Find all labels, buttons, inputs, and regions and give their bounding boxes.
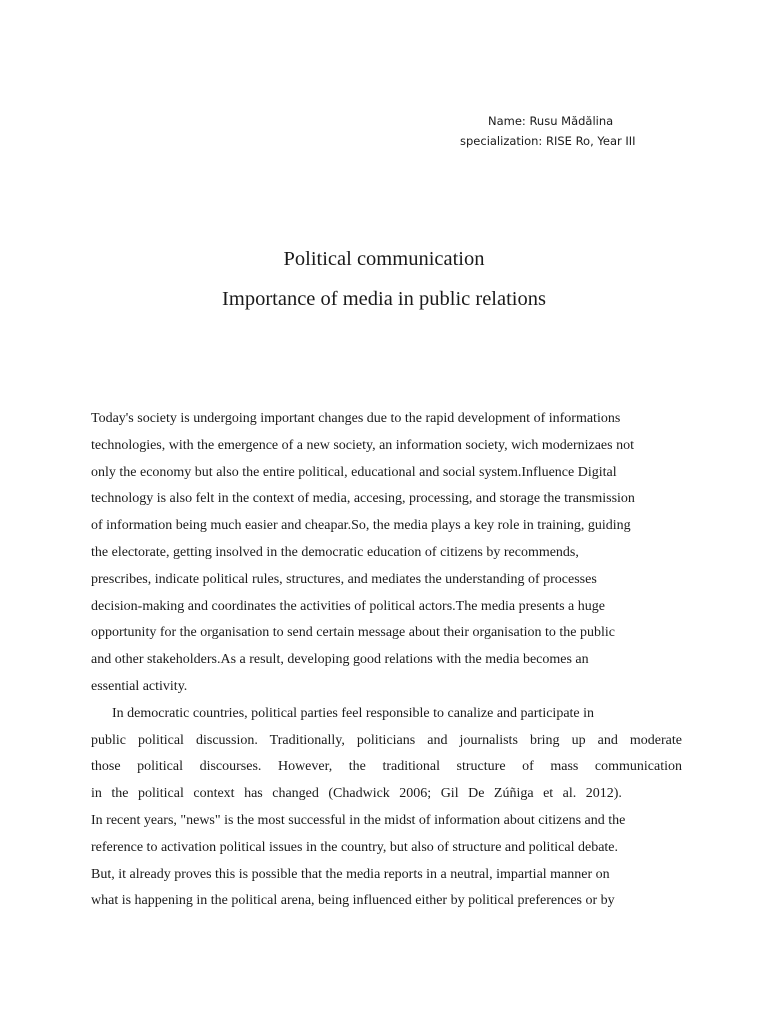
- body-line: in the political context has changed (Chadwick 2006; Gil De Zúñiga et al. 2012).: [91, 786, 622, 802]
- body-line: of information being much easier and cheapar.So, the media plays a key role in training, guiding: [91, 518, 631, 534]
- document-title: Political communication: [283, 248, 485, 270]
- body-line: what is happening in the political arena, being influenced either by political preferences or by: [91, 893, 615, 909]
- body-line: technology is also felt in the context of media, accesing, processing, and storage the transmission: [91, 491, 635, 507]
- document-subtitle: Importance of media in public relations: [222, 288, 546, 310]
- body-line: those political discourses. However, the traditional structure of mass communication: [91, 759, 682, 775]
- body-line: essential activity.: [91, 678, 188, 694]
- document-titles: [0, 239, 768, 319]
- body-line: public political discussion. Traditionally, politicians and journalists bring up and moderate: [91, 732, 682, 748]
- body-line: reference to activation political issues in the country, but also of structure and political debate.: [91, 839, 619, 855]
- body-line: In democratic countries, political parties feel responsible to canalize and participate in: [112, 705, 595, 721]
- body-line: Today's society is undergoing important changes due to the rapid development of informations: [91, 411, 621, 426]
- body-line: the electorate, getting insolved in the democratic education of citizens by recommends,: [91, 544, 579, 560]
- body-line: But, it already proves this is possible that the media reports in a neutral, impartial manner on: [91, 866, 610, 882]
- body-line: technologies, with the emergence of a new society, an information society, wich modernizaes not: [91, 437, 634, 453]
- author-specialization: specialization: RISE Ro, Year III: [460, 134, 636, 148]
- body-line: only the economy but also the entire political, educational and social system.Influence Digital: [91, 464, 617, 480]
- body-line: prescribes, indicate political rules, structures, and mediates the understanding of processes: [91, 571, 597, 587]
- body-line: In recent years, "news" is the most successful in the midst of information about citizens and the: [91, 812, 626, 828]
- body-line: and other stakeholders.As a result, developing good relations with the media becomes an: [91, 652, 589, 668]
- author-info: [440, 111, 700, 151]
- document-body: [91, 406, 682, 915]
- author-name: Name: Rusu Mădălina: [488, 114, 614, 128]
- body-line: decision-making and coordinates the activities of political actors.The media presents a huge: [91, 598, 605, 614]
- body-line: opportunity for the organisation to send certain message about their organisation to the public: [91, 625, 615, 641]
